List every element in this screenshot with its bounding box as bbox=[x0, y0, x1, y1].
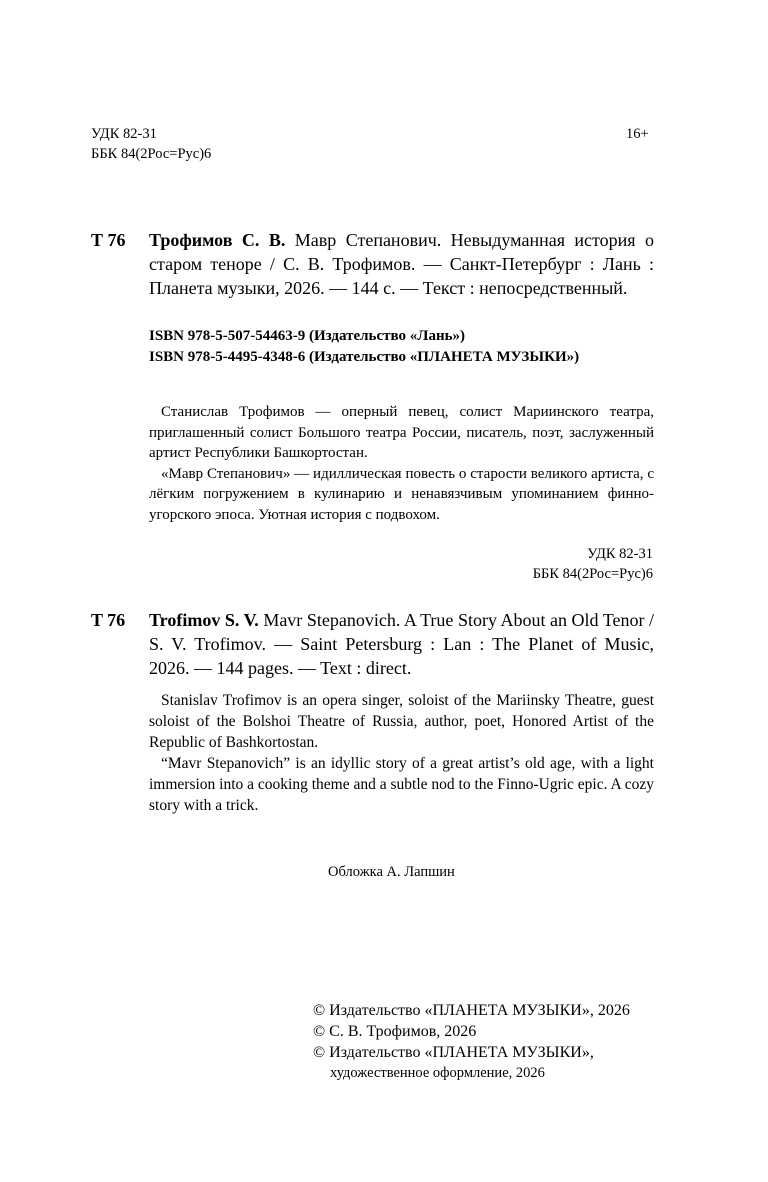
author-name-ru: Трофимов С. В. bbox=[149, 230, 286, 250]
copyright-line-3: © Издательство «ПЛАНЕТА МУЗЫКИ», bbox=[313, 1044, 594, 1061]
annotation-en-paragraph-2: “Mavr Stepanovich” is an idyllic story of a great artist’s old age, with a light immersion into a cooking theme and a subtle nod to the Finno-Ugric epic. A cozy story with a trick. bbox=[149, 755, 654, 814]
author-mark-ru: Т 76 bbox=[91, 230, 126, 250]
annotation-en bbox=[149, 690, 654, 816]
copyright-line-4: художественное оформление, 2026 bbox=[330, 1065, 545, 1081]
annotation-ru-paragraph-1: Станислав Трофимов — оперный певец, солист Мариинского театра, приглашенный солист Большого театра России, писатель, поэт, заслуженный артист Республики Башкортостан. bbox=[149, 404, 654, 461]
bbk-code: ББК 84(2Рос=Рус)6 bbox=[91, 146, 212, 162]
udk-code-right: УДК 82-31 bbox=[587, 546, 653, 562]
isbn-block bbox=[149, 326, 579, 367]
header-classification bbox=[91, 124, 211, 164]
bibliographic-entry-ru bbox=[149, 228, 654, 300]
bbk-code-right: ББК 84(2Рос=Рус)6 bbox=[532, 566, 653, 582]
copyright-block bbox=[313, 1000, 630, 1084]
isbn-lan: ISBN 978-5-507-54463-9 (Издательство «Лань») bbox=[149, 328, 466, 344]
udk-code: УДК 82-31 bbox=[91, 126, 157, 142]
isbn-planet: ISBN 978-5-4495-4348-6 (Издательство «ПЛАНЕТА МУЗЫКИ») bbox=[149, 348, 580, 365]
annotation-ru-paragraph-2: «Мавр Степанович» — идиллическая повесть о старости великого артиста, с лёгким погружением в кулинарию и ненавязчивым упоминанием финно-угорского эпоса. Уютная история с подвохом. bbox=[149, 465, 654, 523]
classification-right bbox=[533, 544, 653, 584]
entry-body-ru: Мавр Степанович. Невыдуманная история о старом теноре / С. В. Трофимов. — Санкт-Петербург : Лань : Планета музыки, 2026. — 144 с. — Текст : непосредственный. bbox=[149, 230, 655, 298]
author-mark-en: T 76 bbox=[91, 610, 126, 630]
cover-credit: Обложка А. Лапшин bbox=[328, 864, 455, 880]
entry-body-en: Mavr Stepanovich. A True Story About an Old Tenor / S. V. Trofimov. — Saint Petersburg : Lan : The Planet of Music, 2026. — 144 pages. — Text : direct. bbox=[149, 610, 655, 678]
copyright-line-1: © Издательство «ПЛАНЕТА МУЗЫКИ», 2026 bbox=[313, 1002, 630, 1019]
age-rating: 16+ bbox=[626, 126, 649, 142]
author-name-en: Trofimov S. V. bbox=[149, 610, 259, 630]
copyright-line-2: © С. В. Трофимов, 2026 bbox=[313, 1023, 477, 1040]
bibliographic-entry-en bbox=[149, 608, 654, 680]
annotation-ru bbox=[149, 402, 654, 525]
annotation-en-paragraph-1: Stanislav Trofimov is an opera singer, soloist of the Mariinsky Theatre, guest soloist of the Bolshoi Theatre of Russia, author, poet, Honored Artist of the Republic of Bashkortostan. bbox=[149, 692, 654, 751]
